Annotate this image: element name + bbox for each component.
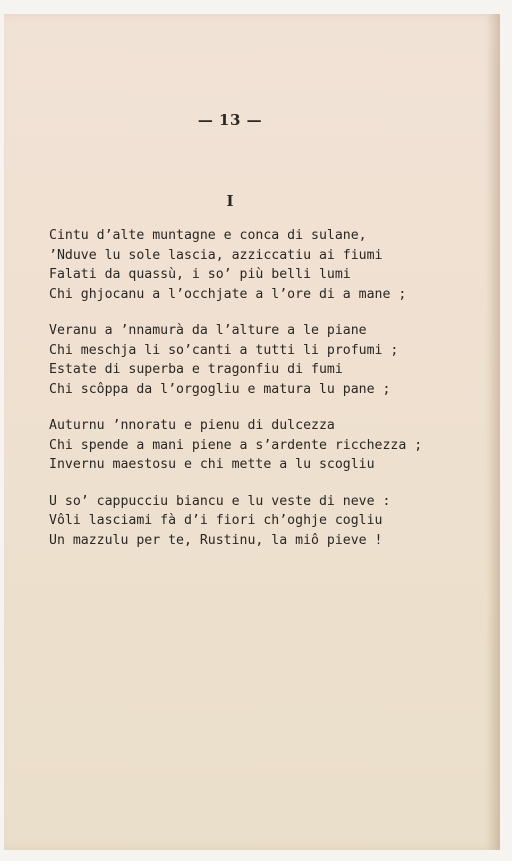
- section-heading: I: [226, 192, 234, 210]
- poem-line: Chi meschja li so’canti a tutti li profumi ;: [49, 342, 399, 358]
- poem-line: ’Nduve lu sole lascia, azziccatiu ai fiumi: [49, 247, 383, 263]
- page-number: — 13 —: [197, 111, 263, 129]
- poem-line: Auturnu ’nnoratu e pienu di dulcezza: [49, 418, 335, 433]
- poem-line: Falati da quassù, i so’ più belli lumi: [49, 267, 351, 282]
- poem-line: Estate di superba e tragonfiu di fumi: [49, 362, 343, 377]
- stanza-2: [49, 321, 479, 399]
- stanza-4: [49, 492, 479, 551]
- stanza-3: [49, 416, 479, 475]
- poem-line: Chi spende a mani piene a s’ardente ricchezza ;: [49, 437, 423, 453]
- poem-line: Veranu a ’nnamurà da l’alture a le piane: [49, 323, 367, 338]
- book-page: [4, 14, 500, 850]
- page-edge-shadow: [486, 14, 500, 850]
- stanza-1: [49, 226, 479, 304]
- poem-line: Un mazzulu per te, Rustinu, la miô pieve !: [49, 532, 383, 548]
- poem: [49, 226, 479, 567]
- poem-line: Chi ghjocanu a l’occhjate a l’ore di a mane ;: [49, 286, 407, 302]
- poem-line: Cintu d’alte muntagne e conca di sulane,: [49, 228, 367, 243]
- poem-line: Vôli lasciami fà d’i fiori ch’oghje cogliu: [49, 513, 383, 528]
- poem-line: U so’ cappucciu biancu e lu veste di neve :: [49, 493, 391, 509]
- poem-line: Invernu maestosu e chi mette a lu scogliu: [49, 457, 375, 472]
- poem-line: Chi scôppa da l’orgogliu e matura lu pane ;: [49, 381, 391, 397]
